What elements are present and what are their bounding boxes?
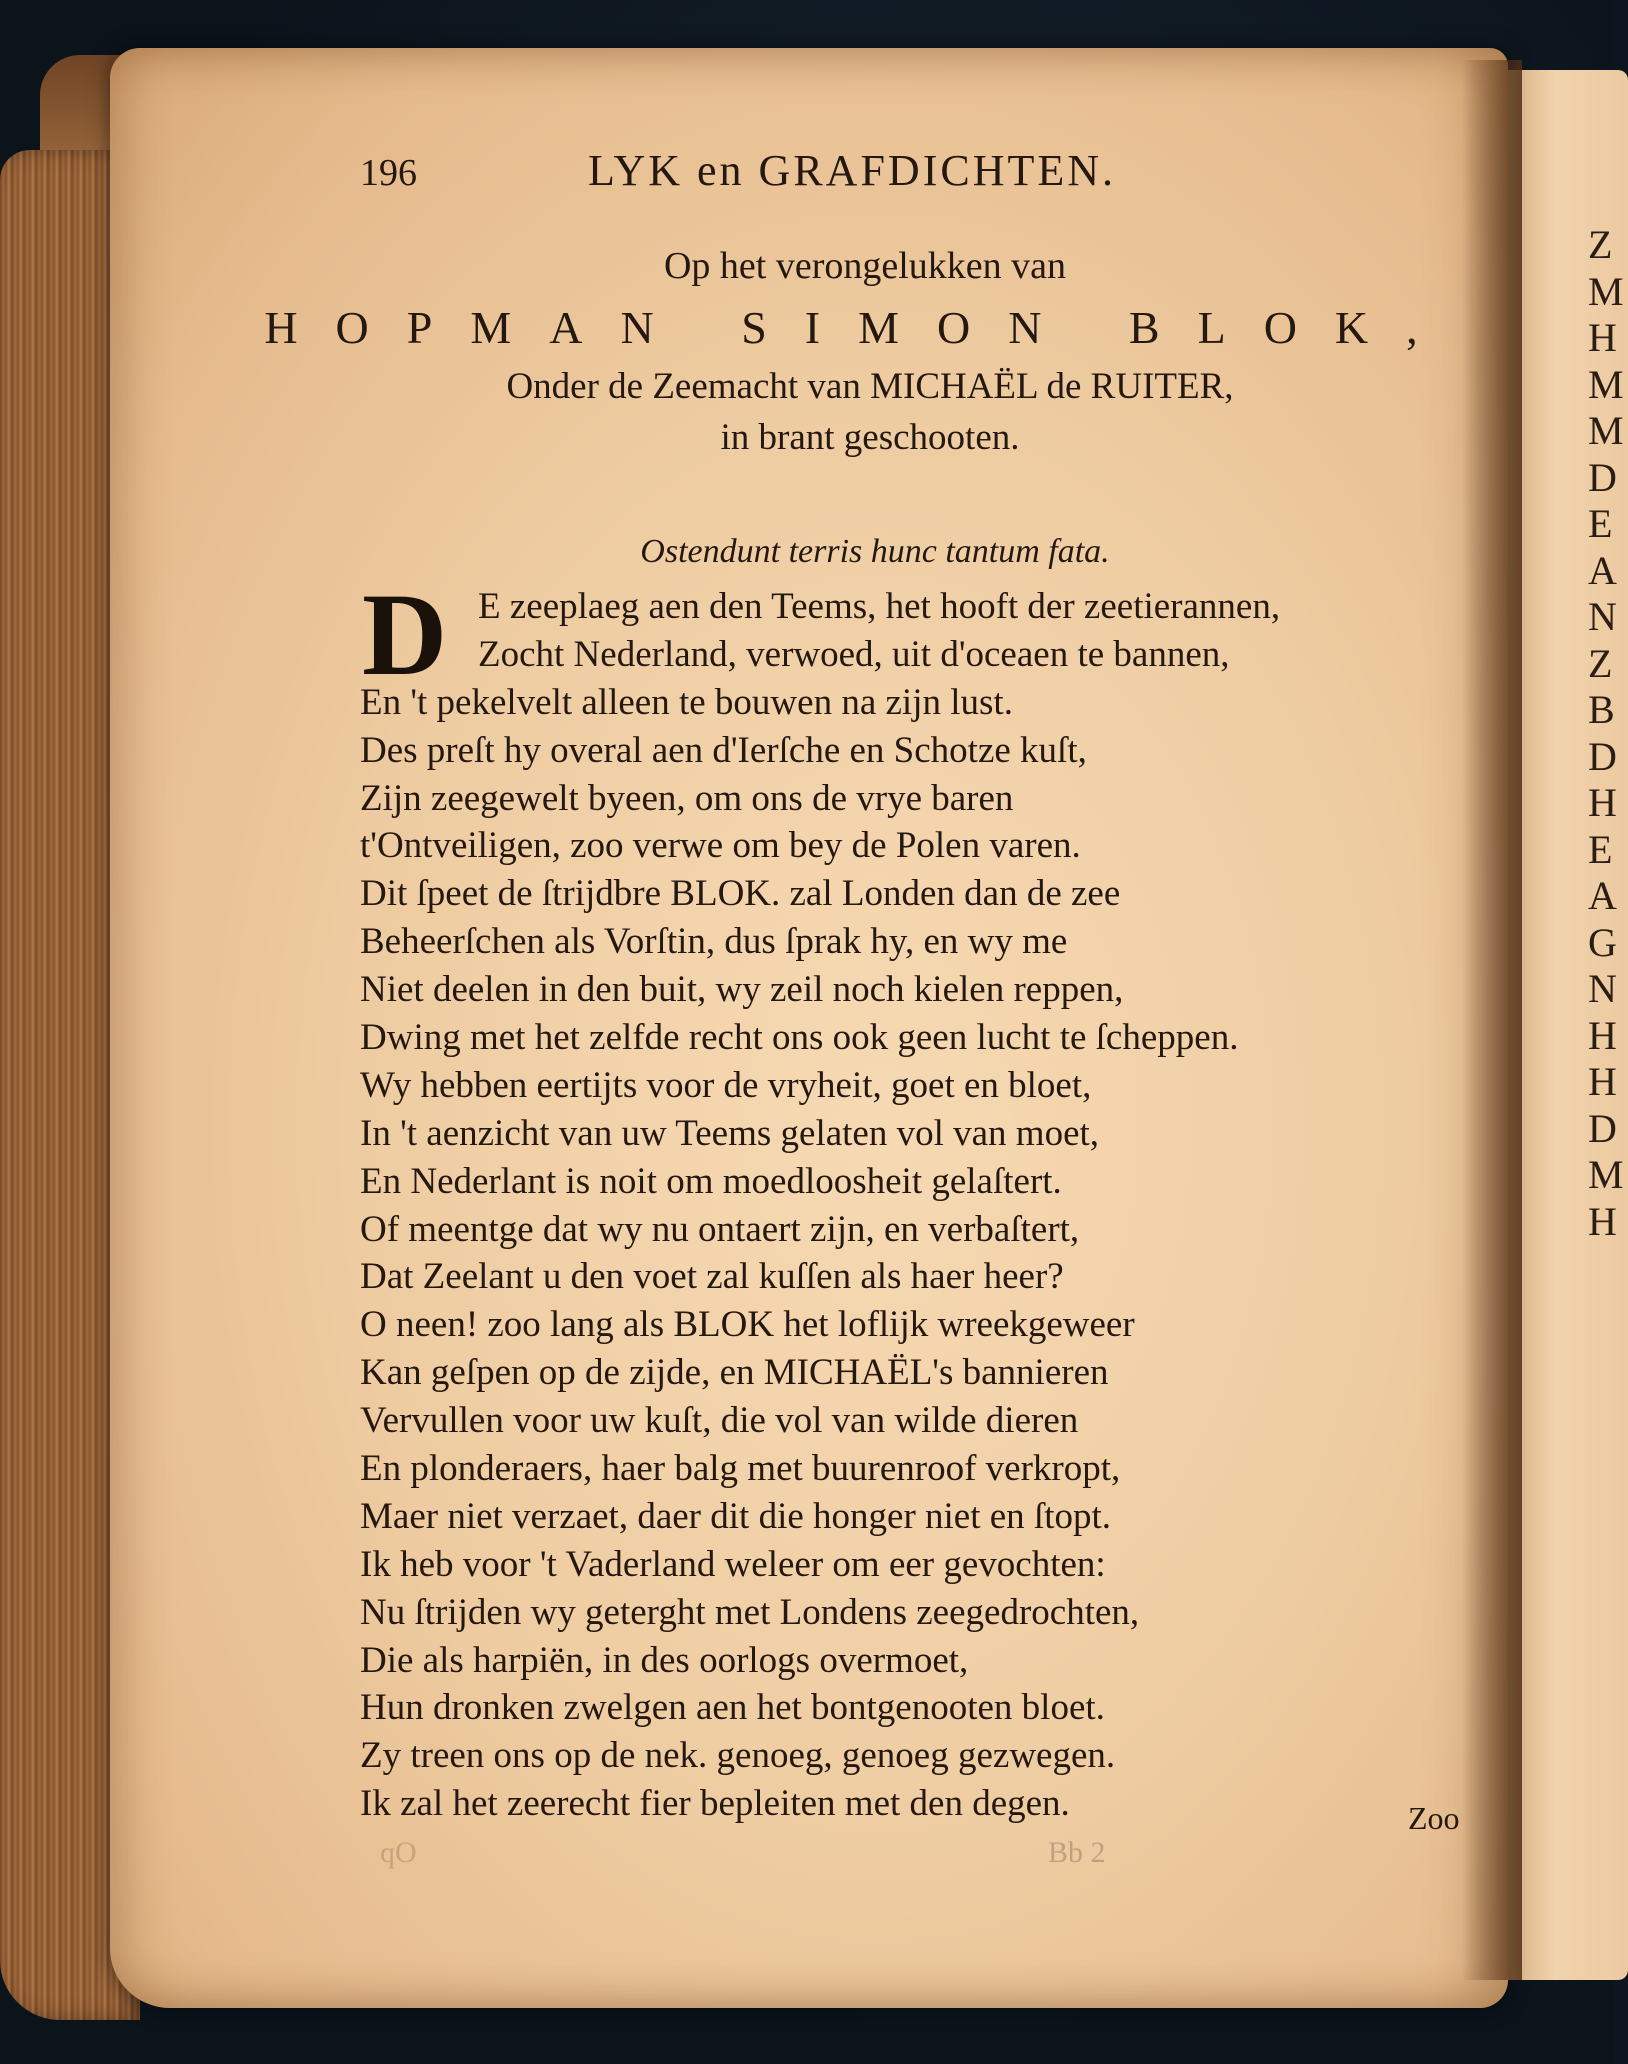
facing-page-letter: H (1588, 1059, 1617, 1104)
facing-page-letter: D (1588, 454, 1617, 500)
poem-line: Zocht Nederland, verwoed, uit d'oceaen te bannen, (478, 633, 1230, 675)
heading-line-4: in brant geschooten. (720, 417, 1020, 458)
poem-line: Dit ſpeet de ſtrijdbre BLOK. zal Londen dan de zee (360, 873, 1121, 915)
poem-line: Hun dronken zwelgen aen het bontgenooten bloet. (360, 1687, 1105, 1729)
poem-line: Zy treen ons op de nek. genoeg, genoeg gezwegen. (360, 1735, 1116, 1777)
poem-line: Of meentge dat wy nu ontaert zijn, en verbaſtert, (360, 1208, 1080, 1250)
poem-line: Maer niet verzaet, daer dit die honger niet en ſtopt. (360, 1495, 1112, 1537)
facing-page-letter: N (1588, 594, 1617, 639)
poem-line: Beheerſchen als Vorſtin, dus ſprak hy, en wy me (360, 921, 1068, 963)
facing-page-letter: Z (1588, 640, 1613, 686)
facing-page-letter: N (1588, 966, 1617, 1011)
poem-line: In 't aenzicht van uw Teems gelaten vol van moet, (360, 1112, 1100, 1154)
poem-line: Dwing met het zelfde recht ons ook geen lucht te ſcheppen. (360, 1017, 1239, 1059)
poem-line: E zeeplaeg aen den Teems, het hooft der zeetierannen, (478, 586, 1281, 627)
poem-line: O neen! zoo lang als BLOK het loflijk wreekgeweer (360, 1304, 1135, 1346)
poem-line: Kan geſpen op de zijde, en MICHAËL's bannieren (360, 1352, 1109, 1394)
facing-page-letter: M (1588, 408, 1624, 453)
poem-line: Ik heb voor 't Vaderland weleer om eer gevochten: (360, 1543, 1106, 1585)
facing-page-letter: H (1588, 780, 1617, 825)
poem-line: Wy hebben eertijts voor de vryheit, goet en bloet, (360, 1064, 1092, 1106)
facing-page-letter: D (1588, 1105, 1617, 1151)
facing-page-letter: B (1588, 687, 1615, 732)
heading-line-2: HOPMAN SIMON BLOK, (264, 302, 1456, 353)
poem-line: Des preſt hy overal aen d'Ierſche en Schotze kuſt, (360, 729, 1087, 771)
heading-line-1: Op het verongelukken van (663, 245, 1067, 287)
facing-page-letter: E (1588, 826, 1613, 872)
facing-page-letter: A (1588, 547, 1617, 593)
facing-page-letter: M (1588, 268, 1624, 314)
page-number: 196 (360, 152, 417, 194)
poem-body (360, 569, 1480, 1828)
poem-line: Vervullen voor uw kuſt, die vol van wilde dieren (360, 1400, 1079, 1442)
poem-line: Zijn zeegewelt byeen, om ons de vrye baren (360, 777, 1014, 819)
running-title: LYK en GRAFDICHTEN. (588, 146, 1117, 195)
facing-page-letter: H (1588, 1198, 1617, 1244)
latin-motto: Ostendunt terris hunc tantum fata. (640, 533, 1110, 570)
running-head (360, 145, 1280, 205)
poem-line: Niet deelen in den buit, wy zeil noch kielen reppen, (360, 969, 1124, 1011)
catchword: Zoo (1408, 1800, 1460, 1836)
poem-line: En 't pekelvelt alleen te bouwen na zijn lust. (360, 681, 1013, 723)
poem-line: Ik zal het zeerecht fier bepleiten met den degen. (360, 1783, 1070, 1825)
facing-page-letter: G (1588, 919, 1617, 965)
facing-page-letter: E (1588, 501, 1613, 546)
signature-mark-faint: Bb 2 (1048, 1836, 1106, 1869)
facing-page-letter: H (1588, 315, 1617, 360)
poem-line: Nu ſtrijden wy geterght met Londens zeegedrochten, (360, 1591, 1140, 1633)
poem-line: Dat Zeelant u den voet zal kuſſen als haer heer? (360, 1256, 1064, 1298)
facing-page-letter: D (1588, 733, 1617, 779)
facing-page-letter: H (1588, 1012, 1617, 1058)
facing-page-letters (1588, 222, 1624, 1245)
drop-cap: D (362, 569, 448, 700)
heading-line-3: Onder de Zeemacht van MICHAËL de RUITER, (506, 366, 1234, 407)
poem-line: En Nederlant is noit om moedloosheit gelaſtert. (360, 1160, 1062, 1202)
facing-page-letter: M (1588, 1152, 1624, 1197)
poem-line: t'Ontveiligen, zoo verwe om bey de Polen varen. (360, 825, 1081, 867)
poem-line: En plonderaers, haer balg met buurenroof verkropt, (360, 1448, 1121, 1490)
facing-page-letter: Z (1588, 222, 1613, 267)
bleed-through-text: Op (380, 1836, 417, 1869)
poem-heading (264, 238, 1460, 464)
poem-line: Die als harpiën, in des oorlogs overmoet, (360, 1639, 969, 1681)
facing-page-letter: M (1588, 361, 1624, 407)
facing-page-letter: A (1588, 873, 1617, 918)
